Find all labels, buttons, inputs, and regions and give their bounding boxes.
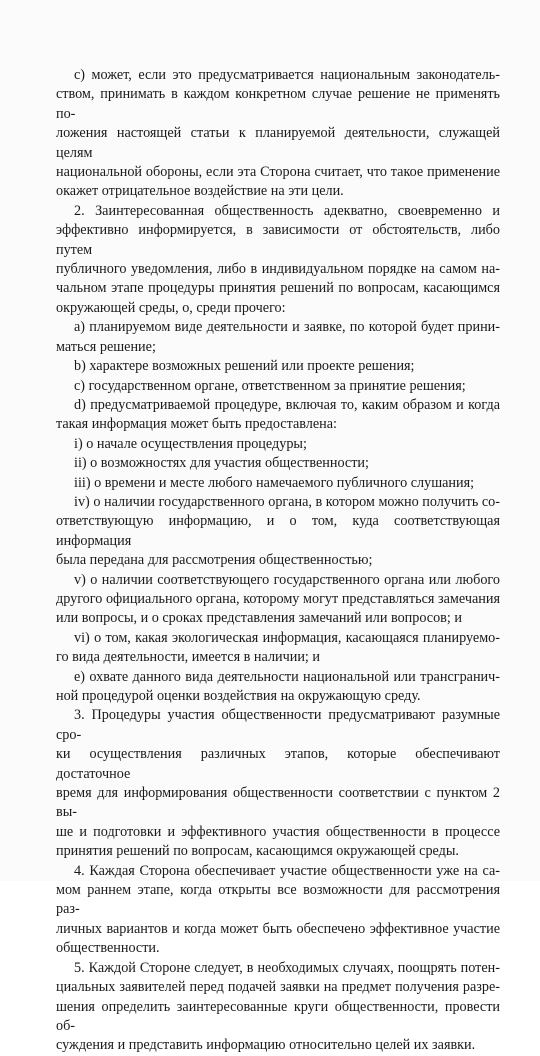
paragraph-c [56, 66, 500, 202]
text-line: эффективно информируется, в зависимости от обстоятельств, либо путем [56, 222, 500, 258]
text-line: чальном этапе процедуры принятия решений по вопросам, касающимся [56, 280, 500, 297]
paragraph-a [56, 318, 500, 357]
text-line: e) охвате данного вида деятельности национальной или трансгранич- [74, 668, 500, 685]
text-line: такая информация может быть предоставлена: [56, 416, 337, 433]
text-line: ной процедурой оценки воздействия на окружающую среду. [56, 688, 421, 704]
text-line: была передана для рассмотрения общественностью; [56, 552, 373, 569]
text-line: время для информирования общественности соответствии с пунктом 2 вы- [56, 785, 500, 821]
text-line: 5. Каждой Стороне следует, в необходимых случаях, поощрять потен- [74, 959, 500, 976]
text-line: vi) о том, какая экологическая информация, касающаяся планируемо- [74, 629, 500, 646]
text-line: d) предусматриваемой процедуре, включая то, каким образом и когда [74, 396, 500, 413]
paragraph-5 [56, 959, 500, 1056]
text-line: личных вариантов и когда может быть обеспечено эффективное участие [56, 920, 500, 937]
text-line: национальной обороны, если эта Сторона считает, что такое применение [56, 164, 500, 181]
paragraph-d [56, 396, 500, 435]
text-line: iii) о времени и месте любого намечаемого публичного слушания; [74, 474, 475, 491]
paragraph-i [56, 435, 500, 454]
text-line: принятия решений по вопросам, касающимся окружающей среды. [56, 843, 459, 860]
text-line: ii) о возможностях для участия общественности; [74, 455, 369, 472]
text-line: ше и подготовки и эффективного участия общественности в процессе [56, 823, 500, 840]
text-line: другого официального органа, которому могут представляться замечания [56, 590, 500, 607]
paragraph-4 [56, 862, 500, 959]
text-line: шения определить заинтересованные круги общественности, провести об- [56, 998, 500, 1034]
text-line: c) государственном органе, ответственном за принятие решения; [74, 377, 466, 394]
text-line: го вида деятельности, имеется в наличии; и [56, 649, 321, 666]
paragraph-ii [56, 454, 500, 473]
text-line: мом раннем этапе, когда открыты все возможности для рассмотрения раз- [56, 882, 500, 918]
text-line: a) планируемом виде деятельности и заявке, по которой будет прини- [74, 319, 500, 336]
text-line: маться решение; [56, 338, 156, 355]
text-line: iv) о наличии государственного органа, в котором можно получить со- [74, 493, 500, 510]
text-line: ложения настоящей статьи к планируемой деятельности, служащей целям [56, 125, 500, 161]
paragraph-iii [56, 474, 500, 493]
text-line: окружающей среды, о, среди прочего: [56, 299, 286, 316]
text-line: v) о наличии соответствующего государственного органа или любого [74, 571, 500, 588]
paragraph-b [56, 357, 500, 376]
text-line: c) может, если это предусматривается национальным законодатель- [74, 67, 500, 83]
text-line: ки осуществления различных этапов, которые обеспечивают достаточное [56, 746, 500, 782]
text-line: или вопросы, и о сроках представления замечаний или вопросов; и [56, 610, 462, 627]
text-line: общественности. [56, 940, 160, 957]
text-line: 4. Каждая Сторона обеспечивает участие общественности уже на са- [74, 862, 500, 879]
text-line: суждения и представить информацию относительно целей их заявки. [56, 1037, 476, 1054]
text-line: ством, принимать в каждом конкретном случае решение не применять по- [56, 86, 500, 122]
paragraph-3 [56, 706, 500, 861]
paragraph-iv [56, 493, 500, 571]
paragraph-cc [56, 377, 500, 396]
paragraph-vi [56, 629, 500, 668]
text-line: ответствующую информацию, и о том, куда соответствующая информация [56, 513, 500, 549]
text-line: публичного уведомления, либо в индивидуальном порядке на самом на- [56, 261, 500, 278]
text-line: b) характере возможных решений или проекте решения; [74, 358, 415, 375]
text-line: i) о начале осуществления процедуры; [74, 435, 307, 452]
text-line: 2. Заинтересованная общественность адекватно, своевременно и [74, 202, 500, 219]
text-line: циальных заявителей перед подачей заявки на предмет получения разре- [56, 979, 500, 996]
text-line: 3. Процедуры участия общественности предусматривают разумные сро- [56, 707, 500, 743]
paragraph-v [56, 571, 500, 629]
paragraph-e [56, 668, 500, 707]
paragraph-2 [56, 202, 500, 318]
text-line: окажет отрицательное воздействие на эти цели. [56, 183, 344, 200]
